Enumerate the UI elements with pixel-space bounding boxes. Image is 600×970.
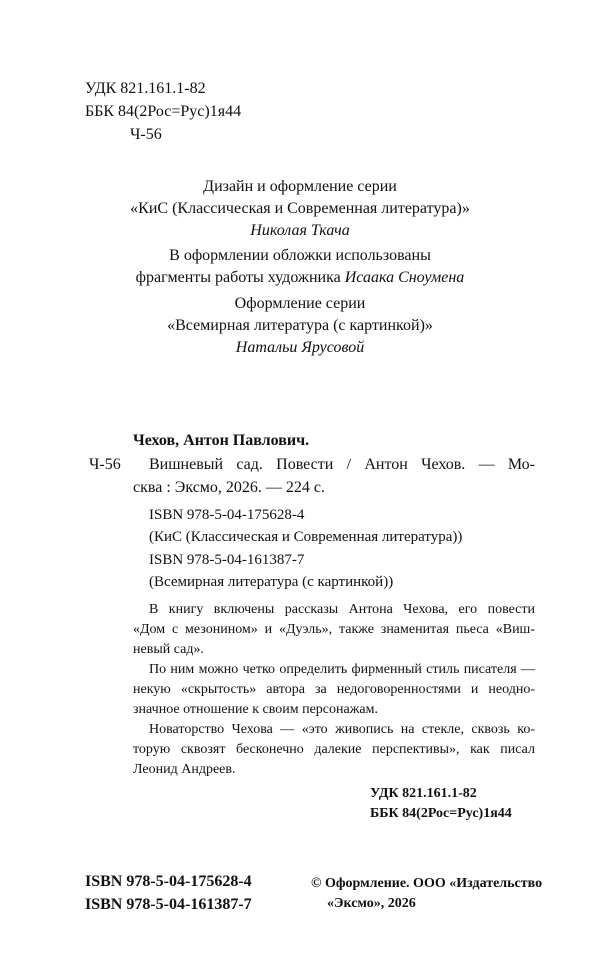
annotation-p1-line-2: «Дом с мезонином» и «Дуэль», также знаменитая пьеса «Виш- (133, 622, 535, 637)
bib-title-line-1: Вишневый сад. Повести / Антон Чехов. — Мо- (149, 456, 535, 473)
annotation-p3-line-1: Новаторство Чехова — «это живопись на стекле, сквозь ко- (149, 722, 535, 737)
bib-title-line-2: сква : Эксмо, 2026. — 224 с. (133, 479, 326, 496)
annotation-p3-line-3: Леонид Андреев. (133, 762, 236, 777)
footer-isbn-1: ISBN 978-5-04-175628-4 (85, 873, 252, 890)
author-sign-top: Ч-56 (130, 126, 162, 143)
annotation-p1-line-1: В книгу включены рассказы Антона Чехова, его повести (149, 602, 535, 617)
footer-copyright-line-2: «Эксмо», 2026 (327, 896, 416, 911)
annotation-p2-line-2: некую «скрытость» автора за недоговоренностями и неодно- (133, 682, 535, 697)
design-line-2: «КиС (Классическая и Современная литература)» (130, 200, 470, 217)
series-line-1: Оформление серии (234, 295, 366, 312)
annotation-p3-line-2: торую сквозят бесконечно далекие перспективы», как писал (133, 742, 535, 757)
udk-code-bottom: УДК 821.161.1-82 (370, 786, 477, 801)
footer-isbn-2: ISBN 978-5-04-161387-7 (85, 896, 252, 913)
bib-author-sign: Ч-56 (89, 456, 121, 473)
udk-code-top: УДК 821.161.1-82 (85, 80, 206, 97)
design-line-1: Дизайн и оформление серии (203, 178, 397, 195)
cover-artist-name: Исаака Сноумена (344, 269, 465, 286)
bbk-code-bottom: ББК 84(2Рос=Рус)1я44 (370, 806, 512, 821)
bbk-code-top: ББК 84(2Рос=Рус)1я44 (85, 103, 242, 120)
series-designer-name: Натальи Ярусовой (235, 339, 365, 356)
bib-isbn-2-series: (Всемирная литература (с картинкой)) (149, 574, 394, 590)
cover-line-2 (0, 269, 600, 287)
cover-line-1: В оформлении обложки использованы (169, 247, 431, 264)
bib-author: Чехов, Антон Павлович. (133, 432, 310, 449)
design-designer-name: Николая Ткача (250, 222, 350, 239)
bib-isbn-2: ISBN 978-5-04-161387-7 (149, 552, 305, 568)
series-line-2: «Всемирная литература (с картинкой)» (167, 317, 433, 334)
annotation-p1-line-3: невый сад». (133, 642, 204, 657)
bib-isbn-1-series: (КиС (Классическая и Современная литература)) (149, 529, 463, 545)
footer-copyright-line-1: © Оформление. ООО «Издательство (311, 876, 543, 891)
cover-line-2-prefix: фрагменты работы художника (135, 269, 345, 286)
bib-isbn-1: ISBN 978-5-04-175628-4 (149, 507, 305, 523)
annotation-p2-line-3: значное отношение к своим персонажам. (133, 702, 378, 717)
annotation-p2-line-1: По ним можно четко определить фирменный стиль писателя — (149, 662, 535, 677)
